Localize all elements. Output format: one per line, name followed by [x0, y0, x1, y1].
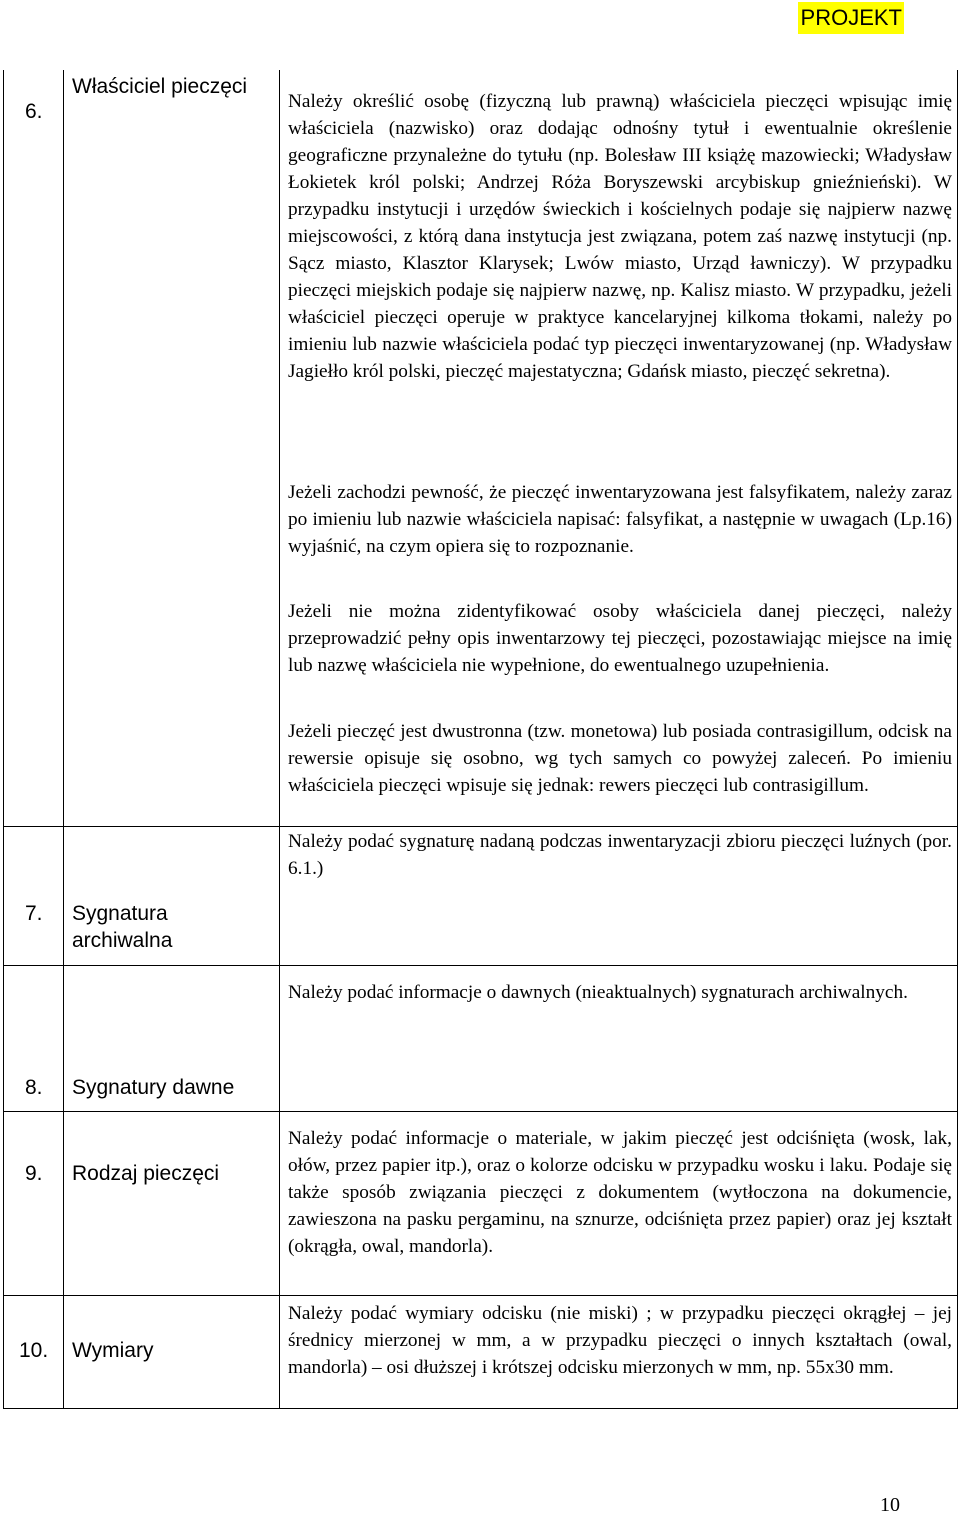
- row-description: [288, 598, 952, 679]
- table-border-right: [957, 70, 958, 1408]
- row-number: 6.: [25, 100, 43, 123]
- description-paragraph: Należy podać sygnaturę nadaną podczas inwentaryzacji zbioru pieczęci luźnych (por. 6.1.): [288, 831, 952, 879]
- table-border-left: [3, 70, 4, 1408]
- description-paragraph: Należy określić osobę (fizyczną lub prawną) właściciela pieczęci wpisując imię właściciela (nazwisko) oraz dodając odnośny tytuł i ewentualnie określenie geograficzne przynależne do tytułu (np. Bolesław III książę mazowiecki; Władysław Łokietek król polski; Andrzej Róża Boryszewski arcybiskup gnieźnieński). W przypadku instytucji i urzędów świeckich i kościelnych podaje się najpierw nazwę miejscowości, z którą dana instytucja jest związana, potem zaś nazwę instytucji (np. Sącz miasto, Klasztor Klarysek; Lwów miasto, Urząd ławniczy). W przypadku pieczęci miejskich podaje się najpierw nazwę, np. Kalisz miasto. W przypadku, jeżeli właściciel pieczęci operuje w praktyce kancelaryjnej kilkoma tłokami, należy po imieniu lub nazwie właściciela podać typ pieczęci inwentaryzowanej (np. Władysław Jagiełło król polski, pieczęć majestatyczna; Gdańsk miasto, pieczęć sekretna).: [288, 91, 952, 382]
- column-divider-label: [279, 70, 280, 1408]
- row-separator: [3, 965, 958, 966]
- row-number: 10.: [19, 1339, 49, 1362]
- row-number: 7.: [25, 902, 43, 925]
- row-label: Właściciel pieczęci: [72, 75, 248, 98]
- row-label: Wymiary: [72, 1339, 154, 1362]
- row-separator: [3, 826, 279, 827]
- page-number: 10: [880, 1494, 900, 1516]
- description-paragraph: Jeżeli pieczęć jest dwustronna (tzw. monetowa) lub posiada contrasigillum, odcisk na rewersie opisuje się osobno, wg tych samych co powyżej zaleceń. Po imieniu właściciela pieczęci wpisuje się jednak: rewers pieczęci lub contrasigillum.: [288, 721, 952, 796]
- row-description: [288, 1300, 952, 1381]
- row-separator: [3, 1295, 958, 1296]
- draft-badge: PROJEKT: [798, 2, 904, 34]
- column-divider-number: [63, 70, 64, 1408]
- row-label: Sygnatury dawne: [72, 1076, 235, 1099]
- row-description: [288, 479, 952, 560]
- row-number: 8.: [25, 1076, 43, 1099]
- row-number: 9.: [25, 1162, 43, 1185]
- row-description: [288, 718, 952, 799]
- row-description: [288, 88, 952, 385]
- description-paragraph: Należy podać wymiary odcisku (nie miski) ; w przypadku pieczęci okrągłej – jej średnicy mierzonej w mm, a w przypadku pieczęci o innych kształtach (owal, mandorla) – osi dłuższej i krótszej odcisku mierzonych w mm, np. 55x30 mm.: [288, 1303, 952, 1378]
- row-description: [288, 828, 952, 882]
- description-paragraph: Należy podać informacje o materiale, w jakim pieczęć jest odciśnięta (wosk, lak, ołów, przez papier itp.), oraz o kolorze odcisku w przypadku wosku i laku. Podaje się także sposób związania pieczęci z dokumentem (wytłoczona na dokumencie, zawieszona na pasku pergaminu, na sznurze, odciśnięta przez papier) oraz jej kształt (okrągła, owal, mandorla).: [288, 1128, 952, 1257]
- description-paragraph: Jeżeli nie można zidentyfikować osoby właściciela danej pieczęci, należy przeprowadzić pełny opis inwentarzowy tej pieczęci, pozostawiając miejsce na imię lub nazwę właściciela nie wypełnione, do ewentualnego uzupełnienia.: [288, 601, 952, 676]
- table-border-bottom: [3, 1408, 958, 1409]
- row-separator: [279, 826, 958, 827]
- row-separator: [3, 1111, 958, 1112]
- row-label: Rodzaj pieczęci: [72, 1162, 220, 1185]
- row-description: [288, 1125, 952, 1260]
- row-description: [288, 979, 952, 1006]
- description-paragraph: Jeżeli zachodzi pewność, że pieczęć inwentaryzowana jest falsyfikatem, należy zaraz po imieniu lub nazwie właściciela napisać: falsyfikat, a następnie w uwagach (Lp.16) wyjaśnić, na czym opiera się to rozpoznanie.: [288, 482, 952, 557]
- row-label: Sygnatura archiwalna: [72, 902, 173, 952]
- description-paragraph: Należy podać informacje o dawnych (nieaktualnych) sygnaturach archiwalnych.: [288, 982, 908, 1003]
